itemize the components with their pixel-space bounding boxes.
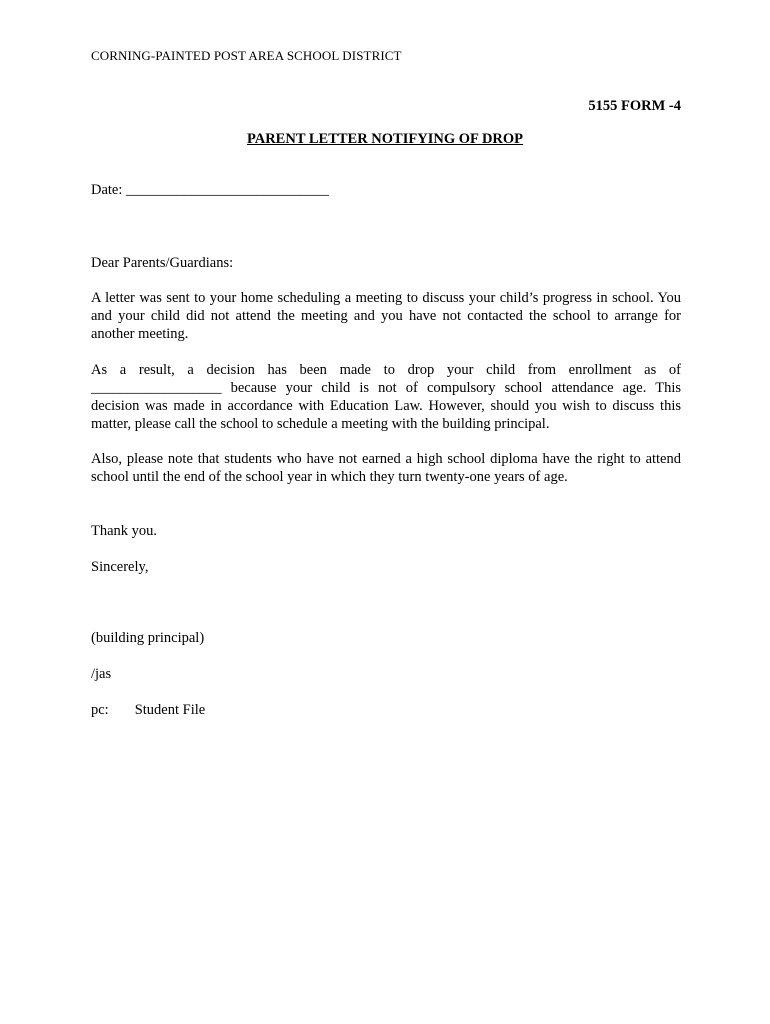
- form-number: 5155 FORM -4: [588, 98, 681, 114]
- letter-title: PARENT LETTER NOTIFYING OF DROP: [246, 131, 524, 147]
- paragraph-drop-decision: [91, 361, 681, 433]
- paragraph-meeting-notice: A letter was sent to your home scheduling a meeting to discuss your child’s progress in school. You and your child did not attend the meeting and you have not contacted the school to arrange for another meeting.: [91, 290, 681, 342]
- date-blank: ____________________________: [126, 182, 330, 198]
- paragraph-drop-line-2: __________________ because your child is not of compulsory school attendance age. This: [91, 380, 681, 396]
- typist-initials: /jas: [91, 666, 112, 682]
- date-label: Date:: [91, 182, 123, 198]
- paragraph-drop-rest: decision was made in accordance with Education Law. However, should you wish to discuss this matter, please call the school to schedule a meeting with the building principal.: [91, 398, 681, 432]
- thanks-line: Thank you.: [91, 523, 158, 539]
- paragraph-attendance-right: Also, please note that students who have not earned a high school diploma have the right to attend school until the end of the school year in which they turn twenty-one years of age.: [91, 451, 681, 485]
- paragraph-drop-line-1: As a result, a decision has been made to drop your child from enrollment as of: [91, 362, 681, 378]
- salutation: Dear Parents/Guardians:: [91, 255, 234, 271]
- copy-recipient: Student File: [134, 702, 206, 718]
- date-line: [91, 182, 329, 199]
- district-name: CORNING-PAINTED POST AREA SCHOOL DISTRICT: [91, 48, 402, 63]
- signer-line: (building principal): [91, 630, 205, 646]
- copy-recipient-line: [91, 701, 205, 719]
- closing-line: Sincerely,: [91, 559, 149, 575]
- copy-label: pc:: [91, 702, 109, 718]
